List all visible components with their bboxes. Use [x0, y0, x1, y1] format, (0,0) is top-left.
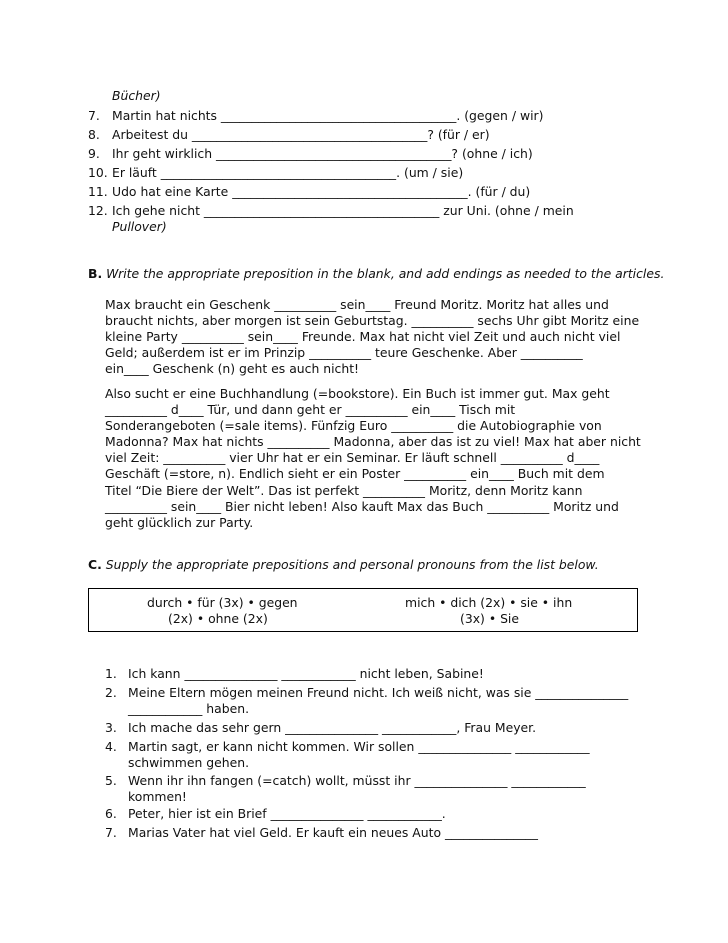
- paragraph-line: __________ sein____ Bier nicht leben! Also kauft Max das Buch __________ Moritz und: [105, 498, 619, 514]
- item-9-number: 9.: [88, 146, 100, 161]
- c-item-3-text: Ich mache das sehr gern _______________ ____________, Frau Meyer.: [128, 720, 537, 735]
- paragraph-line: Geld; außerdem ist er im Prinzip __________ teure Geschenke. Aber __________: [105, 345, 583, 361]
- paragraph-line: geht glücklich zur Party.: [105, 514, 254, 530]
- paragraph-line: Max braucht ein Geschenk __________ sein____ Freund Moritz. Moritz hat alles und: [105, 297, 609, 312]
- section-c-heading: [88, 557, 599, 573]
- paragraph-line: viel Zeit: __________ vier Uhr hat er ein Seminar. Er läuft schnell __________ d____: [105, 450, 600, 466]
- word-list-box: [88, 588, 638, 632]
- item-8-text: Arbeitest du ______________________________________? (für / er): [112, 127, 490, 142]
- section-c-letter: C.: [88, 557, 102, 572]
- paragraph-line: Madonna? Max hat nichts __________ Madonna, aber das ist zu viel! Max hat aber nicht: [105, 434, 641, 450]
- c-item-1-text: Ich kann _______________ ____________ nicht leben, Sabine!: [128, 666, 484, 681]
- item-8-number: 8.: [88, 127, 100, 142]
- c-item-2-text: Meine Eltern mögen meinen Freund nicht. Ich weiß nicht, was sie _______________: [128, 685, 629, 700]
- c-item-3-number: 3.: [105, 720, 117, 735]
- item-12-text: Ich gehe nicht ______________________________________ zur Uni. (ohne / mein: [112, 203, 574, 218]
- paragraph-line: Titel “Die Biere der Welt”. Das ist perfekt __________ Moritz, denn Moritz kann: [105, 482, 583, 498]
- prepositions-list-line-1: durch • für (3x) • gegen: [147, 595, 298, 610]
- paragraph-line: Sonderangeboten (=sale items). Fünfzig Euro __________ die Autobiographie von: [105, 418, 602, 434]
- c-item-2-continuation: ____________ haben.: [128, 701, 250, 716]
- section-b-paragraph-2: [105, 386, 641, 531]
- item-11-number: 11.: [88, 184, 108, 199]
- section-b-heading: [88, 266, 664, 282]
- section-c-instruction: Supply the appropriate prepositions and personal pronouns from the list below.: [105, 557, 599, 572]
- c-item-6-text: Peter, hier ist ein Brief _______________ ____________.: [128, 806, 446, 821]
- paragraph-line: kleine Party __________ sein____ Freunde. Max hat nicht viel Zeit und auch nicht viel: [105, 329, 621, 345]
- pronouns-list-line-1: mich • dich (2x) • sie • ihn: [405, 595, 573, 610]
- paragraph-line: Geschäft (=store, n). Endlich sieht er ein Poster __________ ein____ Buch mit dem: [105, 466, 605, 482]
- c-item-5-continuation: kommen!: [128, 789, 187, 804]
- prepositions-list-line-2: (2x) • ohne (2x): [168, 611, 268, 626]
- c-item-7-number: 7.: [105, 825, 117, 840]
- pronouns-list-line-2: (3x) • Sie: [460, 611, 520, 626]
- paragraph-line: ein____ Geschenk (n) geht es auch nicht!: [105, 361, 360, 377]
- c-item-7-text: Marias Vater hat viel Geld. Er kauft ein neues Auto _______________: [128, 825, 538, 840]
- item-12-number: 12.: [88, 203, 108, 218]
- c-item-6-number: 6.: [105, 806, 117, 821]
- section-b-paragraph-1: [105, 297, 639, 377]
- paragraph-line: __________ d____ Tür, und dann geht er __________ ein____ Tisch mit: [105, 402, 516, 418]
- section-b-instruction: Write the appropriate preposition in the blank, and add endings as needed to the articles.: [106, 266, 665, 281]
- item-9-text: Ihr geht wirklich ______________________________________? (ohne / ich): [112, 146, 533, 161]
- c-item-2-number: 2.: [105, 685, 117, 700]
- item-10-text: Er läuft ______________________________________. (um / sie): [112, 165, 464, 180]
- item-10-number: 10.: [88, 165, 108, 180]
- item-7-number: 7.: [88, 108, 100, 123]
- item-7-text: Martin hat nichts ______________________________________. (gegen / wir): [112, 108, 544, 123]
- c-item-5-text: Wenn ihr ihn fangen (=catch) wollt, müsst ihr _______________ ____________: [128, 773, 586, 788]
- section-b-letter: B.: [88, 266, 103, 281]
- c-item-1-number: 1.: [105, 666, 117, 681]
- paragraph-line: braucht nichts, aber morgen ist sein Geburtstag. __________ sechs Uhr gibt Moritz eine: [105, 313, 640, 329]
- item-6-continuation: Bücher): [112, 88, 161, 103]
- c-item-4-continuation: schwimmen gehen.: [128, 755, 250, 770]
- item-11-text: Udo hat eine Karte ______________________________________. (für / du): [112, 184, 531, 199]
- item-12-continuation: Pullover): [112, 219, 167, 234]
- paragraph-line: Also sucht er eine Buchhandlung (=bookstore). Ein Buch ist immer gut. Max geht: [105, 386, 610, 401]
- c-item-5-number: 5.: [105, 773, 117, 788]
- c-item-4-text: Martin sagt, er kann nicht kommen. Wir sollen _______________ ____________: [128, 739, 590, 754]
- c-item-4-number: 4.: [105, 739, 117, 754]
